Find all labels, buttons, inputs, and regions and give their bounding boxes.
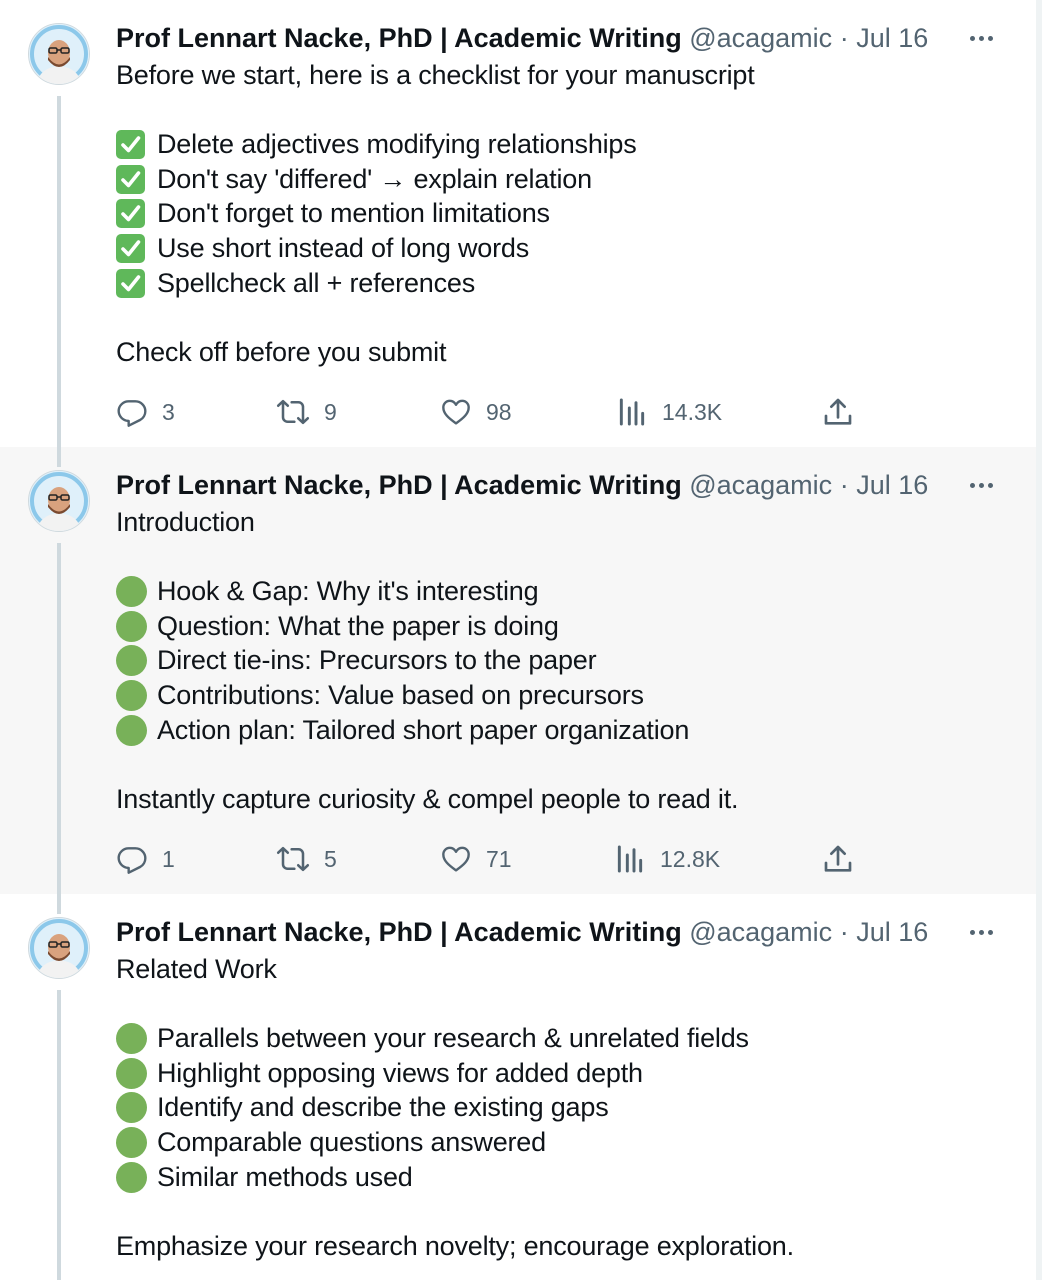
retweet-count: 9 (324, 398, 337, 425)
view-count: 14.3K (662, 398, 723, 425)
like-button[interactable] (440, 392, 512, 432)
avatar-image (29, 24, 89, 84)
list-item-text: Identify and describe the existing gaps (157, 1092, 609, 1123)
avatar[interactable] (28, 23, 90, 85)
author-name[interactable]: Prof Lennart Nacke, PhD | Academic Writing (116, 470, 682, 500)
list-item (116, 196, 996, 231)
views-bar-chart-icon (616, 396, 648, 428)
reply-icon (116, 396, 148, 428)
tweet-closing: Emphasize your research novelty; encourage exploration. (116, 1231, 794, 1262)
views-button[interactable] (616, 392, 722, 432)
tweet-3[interactable] (0, 894, 1036, 1280)
author-handle[interactable]: @acagamic (689, 23, 833, 53)
avatar[interactable] (28, 470, 90, 532)
tweet-intro: Related Work (116, 954, 277, 984)
list-item-text: Highlight opposing views for added depth (157, 1057, 643, 1088)
retweet-icon (276, 396, 310, 428)
like-count: 71 (486, 845, 512, 872)
tweet-text (116, 952, 996, 1264)
list-item-text: Hook & Gap: Why it's interesting (157, 575, 539, 606)
list-item (116, 231, 996, 266)
share-icon (822, 843, 854, 875)
list-item-text: Question: What the paper is doing (157, 610, 559, 641)
reply-button[interactable] (116, 392, 175, 432)
heart-icon (440, 396, 472, 428)
views-bar-chart-icon (614, 843, 646, 875)
check-mark-icon (116, 199, 145, 228)
heart-icon (440, 843, 472, 875)
thread-connector (57, 543, 61, 894)
check-mark-icon (116, 234, 145, 263)
share-icon (822, 396, 854, 428)
green-circle-icon (116, 1092, 147, 1123)
author-name[interactable]: Prof Lennart Nacke, PhD | Academic Writing (116, 23, 682, 53)
tweet-text (116, 58, 996, 370)
list-item-text: Delete adjectives modifying relationships (157, 128, 637, 159)
green-circle-icon (116, 1127, 147, 1158)
list-item-text: Similar methods used (157, 1161, 413, 1192)
separator: · (839, 917, 849, 947)
separator: · (839, 23, 849, 53)
green-circle-icon (116, 576, 147, 607)
list-item-text: Contributions: Value based on precursors (157, 679, 644, 710)
green-circle-icon (116, 611, 147, 642)
green-circle-icon (116, 645, 147, 676)
view-count: 12.8K (660, 845, 721, 872)
check-mark-icon (116, 165, 145, 194)
tweet-closing: Check off before you submit (116, 337, 447, 368)
list-item (116, 1056, 996, 1091)
list-item (116, 574, 996, 609)
thread-connector (57, 990, 61, 1280)
list-item (116, 1090, 996, 1125)
green-circle-icon (116, 1023, 147, 1054)
list-item-text: Action plan: Tailored short paper organization (157, 714, 690, 745)
scroll-edge (1036, 0, 1042, 1280)
like-count: 98 (486, 398, 512, 425)
tweet-date[interactable]: Jul 16 (856, 917, 929, 947)
tweet-header (116, 467, 929, 503)
thread-connector (57, 447, 61, 467)
tweet-header (116, 914, 929, 950)
check-mark-icon (116, 269, 145, 298)
list-item (116, 1021, 996, 1056)
more-dots-icon[interactable] (968, 916, 1008, 946)
tweet-intro: Introduction (116, 507, 255, 537)
retweet-count: 5 (324, 845, 337, 872)
list-item (116, 713, 996, 748)
avatar[interactable] (28, 917, 90, 979)
like-button[interactable] (440, 839, 512, 879)
action-bar (116, 839, 856, 879)
list-item (116, 678, 996, 713)
list-item-text: Direct tie-ins: Precursors to the paper (157, 645, 597, 676)
list-item-text: Comparable questions answered (157, 1126, 546, 1157)
tweet-header (116, 20, 929, 56)
views-button[interactable] (614, 839, 720, 879)
retweet-button[interactable] (276, 839, 337, 879)
tweet-date[interactable]: Jul 16 (856, 23, 929, 53)
list-item (116, 643, 996, 678)
share-button[interactable] (822, 839, 868, 879)
author-name[interactable]: Prof Lennart Nacke, PhD | Academic Writing (116, 917, 682, 947)
list-item-text: Use short instead of long words (157, 232, 529, 263)
list-item (116, 1160, 996, 1195)
green-circle-icon (116, 680, 147, 711)
thread-connector (57, 96, 61, 447)
author-handle[interactable]: @acagamic (689, 470, 833, 500)
avatar-image (29, 918, 89, 978)
check-mark-icon (116, 130, 145, 159)
tweet-intro: Before we start, here is a checklist for your manuscript (116, 60, 755, 90)
reply-button[interactable] (116, 839, 175, 879)
action-bar (116, 392, 856, 432)
tweet-date[interactable]: Jul 16 (856, 470, 929, 500)
list-item (116, 266, 996, 301)
list-item (116, 162, 996, 197)
tweet-closing: Instantly capture curiosity & compel people to read it. (116, 784, 739, 815)
green-circle-icon (116, 1162, 147, 1193)
share-button[interactable] (822, 392, 868, 432)
list-item (116, 609, 996, 644)
list-item-text: Spellcheck all + references (157, 267, 476, 298)
more-dots-icon[interactable] (968, 22, 1008, 52)
avatar-image (29, 471, 89, 531)
list-item (116, 127, 996, 162)
author-handle[interactable]: @acagamic (689, 917, 833, 947)
list-item-text: Don't say 'differed' → explain relation (157, 163, 592, 194)
list-item-text: Parallels between your research & unrelated fields (157, 1022, 749, 1053)
list-item-text: Don't forget to mention limitations (157, 198, 550, 229)
tweet-1[interactable] (0, 0, 1036, 447)
retweet-button[interactable] (276, 392, 337, 432)
retweet-icon (276, 843, 310, 875)
more-dots-icon[interactable] (968, 469, 1008, 499)
green-circle-icon (116, 715, 147, 746)
reply-count: 1 (162, 845, 175, 872)
reply-count: 3 (162, 398, 175, 425)
tweet-2[interactable] (0, 447, 1036, 894)
list-item (116, 1125, 996, 1160)
separator: · (839, 470, 849, 500)
reply-icon (116, 843, 148, 875)
tweet-text (116, 505, 996, 817)
thread-connector (57, 894, 61, 914)
green-circle-icon (116, 1058, 147, 1089)
